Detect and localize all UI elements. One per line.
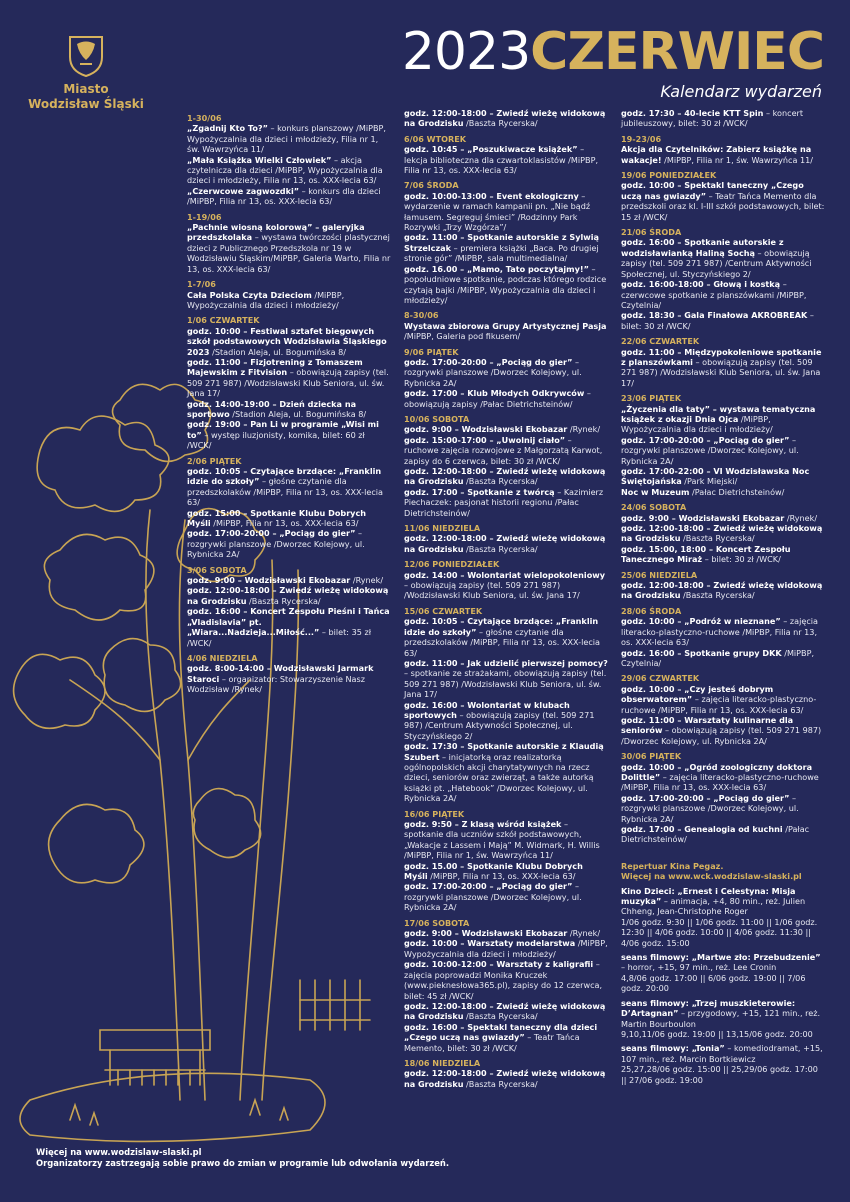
event-item xyxy=(404,435,608,466)
cinema-item xyxy=(621,1043,825,1085)
event-date: 15/06 CZWARTEK xyxy=(404,605,483,616)
event-title: godz. 9:00 – Wodzisławski Ekobazar xyxy=(404,928,568,939)
event-details: – zajęcia poprowadzi Monika Kruczek (www.pieknesłowa365.pl), zapisy do 12 czerwca, bilet: 45 zł /WCK/ xyxy=(404,959,603,1001)
event-item xyxy=(187,419,391,450)
event-title: godz. 18:30 – Gala Finałowa AKROBREAK xyxy=(621,310,808,321)
event-details: – obowiązują zapisy (tel. 509 271 987) /Wodzisławski Klub Seniora, ul. św. Jana 17/ xyxy=(187,367,389,399)
event-date: 17/06 SOBOTA xyxy=(404,917,470,928)
event-title: „Mała Książka Wielki Człowiek” xyxy=(187,154,332,165)
event-item xyxy=(621,404,825,435)
cinema-times: 25,27,28/06 godz. 15:00 || 25,29/06 godz. 17:00 || 27/06 godz. 19:00 xyxy=(621,1064,818,1085)
event-date: 4/06 NIEDZIELA xyxy=(187,652,258,663)
event-title: godz. 10:00 – Spektakl taneczny „Czego uczą nas gwiazdy” xyxy=(621,180,804,201)
event-item xyxy=(404,1001,608,1022)
event-date: 1-30/06 xyxy=(187,113,222,123)
cinema-times: 1/06 godz. 9:30 || 1/06 godz. 11:00 || 1/06 godz. 12:30 || 4/06 godz. 10:00 || 4/06 godz. 11:30 || 4/06 godz. 15:00 xyxy=(621,916,818,948)
event-details: /Baszta Rycerska/ xyxy=(680,533,755,544)
event-item xyxy=(404,928,608,938)
event-date: 2/06 PIĄTEK xyxy=(187,455,242,466)
event-title: godz. 15:00, 18:00 – Koncert Zespołu Tanecznego Miraż xyxy=(621,543,791,565)
event-date: 3/06 SOBOTA xyxy=(187,564,247,575)
event-title: godz. 15:00 – Spotkanie Klubu Dobrych Myśli xyxy=(187,507,367,529)
event-details: – popołudniowe spotkanie, podczas którego rodzice czytają bajki /MiPBP, Wypożyczalnia dla dzieci i młodzieży/ xyxy=(404,263,607,305)
event-date: 10/06 SOBOTA xyxy=(404,413,470,424)
event-item xyxy=(187,508,391,529)
event-item xyxy=(621,237,825,279)
calendar-column-2 xyxy=(404,108,608,1089)
event-date: 29/06 CZWARTEK xyxy=(621,673,700,684)
event-item xyxy=(404,658,608,700)
event-details: – lekcja biblioteczna dla czwartoklasistów /MiPBP, Filia nr 13, os. XXX-lecia 63/ xyxy=(404,144,599,176)
event-title: godz. 16:00-18:00 – Głową i kostką xyxy=(621,279,781,290)
event-title: godz. 10:00 – „Podróż w nieznane” xyxy=(621,616,781,627)
cinema-item xyxy=(621,886,825,948)
cinema-details: – komediodramat, +15, 107 min., reż. Marcin Bortkiewicz xyxy=(621,1043,823,1064)
event-item xyxy=(404,570,608,601)
event-item xyxy=(621,279,825,310)
event-item xyxy=(404,191,608,233)
cinema-title: seans filmowy: „Martwe zło: Przebudzenie” xyxy=(621,952,821,963)
event-title: Noc w Muzeum xyxy=(621,486,690,497)
event-item xyxy=(404,487,608,518)
event-details: – Teatr Tańca Memento, bilet: 30 zł /WCK/ xyxy=(404,1032,580,1053)
event-details: /Baszta Rycerska/ xyxy=(680,590,755,601)
event-date: 1-19/06 xyxy=(187,211,222,222)
event-details: – głośne czytanie dla przedszkolaków /MiPBP, Filia nr 13, os. XXX-lecia 63/ xyxy=(404,626,600,658)
coat-of-arms-icon xyxy=(67,34,105,78)
event-item xyxy=(621,435,825,466)
event-details: /Rynek/ xyxy=(567,424,601,435)
event-details: /MiPBP, Galeria pod fikusem/ xyxy=(404,331,521,342)
event-title: godz. 16.00 – „Mamo, Tato poczytajmy!” xyxy=(404,263,589,274)
event-details: /Rynek/ xyxy=(350,575,384,586)
event-details: /Baszta Rycerska/ xyxy=(246,595,321,606)
event-title: godz. 19:00 – Pan Li w programie „Wisi mi to” xyxy=(187,419,379,440)
event-item xyxy=(621,144,825,165)
event-item xyxy=(404,861,608,882)
event-item xyxy=(404,700,608,742)
event-details: – Kazimierz Piechaczek: pasjonat historii regionu /Pałac Dietrichsteinów/ xyxy=(404,486,604,518)
event-date: 30/06 PIĄTEK xyxy=(621,751,682,762)
event-title: godz. 17:30 – Spotkanie autorskie z Klaudią Szubert xyxy=(404,741,604,762)
event-title: „Pachnie wiosną kolorową” – galeryjka przedszkolaka xyxy=(187,222,365,243)
event-date: 28/06 ŚRODA xyxy=(621,605,682,616)
event-date: 22/06 CZWARTEK xyxy=(621,336,700,347)
event-details: /Stadion Aleja, ul. Bogumińska 8/ xyxy=(229,408,367,419)
event-details: /Baszta Rycerska/ xyxy=(463,543,538,554)
event-item xyxy=(404,388,608,409)
event-details: /Pałac Dietrichsteinów/ xyxy=(621,824,810,845)
event-date: 24/06 SOBOTA xyxy=(621,502,687,513)
event-title: godz. 10:05 – Czytające brzdące: „Franklin idzie do szkoły” xyxy=(404,616,599,637)
footer-disclaimer: Organizatorzy zastrzegają sobie prawo do zmian w programie lub odwołania wydarzeń. xyxy=(36,1158,450,1168)
event-details: – ruchowe zajęcia rozwojowe z Małgorzatą Karwot, zapisy do 6 czerwca, bilet: 30 zł /WCK/ xyxy=(404,434,603,466)
event-date: 12/06 PONIEDZIAŁEK xyxy=(404,559,500,570)
event-item xyxy=(404,616,608,658)
event-details: /MiPBP, Wypożyczalnia dla dzieci i młodzieży/ xyxy=(621,413,773,435)
event-details: – organizator: Stowarzyszenie Nasz Wodzisław /Rynek/ xyxy=(187,673,365,695)
event-details: – konkurs planszowy /MiPBP, Wypożyczalnia dla dzieci i młodzieży, Filia nr 1, św. Wawrzyńca 11/ xyxy=(187,123,386,155)
event-item xyxy=(621,544,825,565)
event-details: – czerwcowe spotkanie z planszówkami /MiPBP, Czytelnia/ xyxy=(621,279,807,310)
event-item xyxy=(404,938,608,959)
event-title: godz. 11:00 – Warsztaty kulinarne dla seniorów xyxy=(621,714,794,736)
event-details: /Baszta Rycerska/ xyxy=(463,118,538,129)
event-title: godz. 10:05 – Czytające brzdące: „Franklin idzie do szkoły” xyxy=(187,466,382,487)
footer-website: Więcej na www.wodzislaw-slaski.pl xyxy=(36,1147,202,1157)
event-details: – bilet: 35 zł /WCK/ xyxy=(187,627,372,648)
event-title: „Życzenia dla taty” – wystawa tematyczna książek z okazji Dnia Ojca xyxy=(621,403,816,424)
event-date: 7/06 ŚRODA xyxy=(404,180,459,191)
calendar-column-1 xyxy=(187,108,391,695)
event-item xyxy=(404,959,608,1001)
event-details: – spotkanie ze strażakami, obowiązują zapisy (tel. 509 271 987) /Wodzisławski Klub Seniora, ul. św. Jana 17/ xyxy=(404,668,607,700)
event-item xyxy=(404,466,608,487)
event-title: godz. 11:00 – Spotkanie autorskie z Sylwią Strzelczak xyxy=(404,232,599,253)
event-details: – obowiązują zapisy /Pałac Dietrichsteinów/ xyxy=(404,388,591,409)
event-details: /MiPBP, Wypożyczalnia dla dzieci i młodzieży/ xyxy=(404,938,608,959)
event-title: godz. 10:00 – „Ogród zoologiczny doktora Dolittle” xyxy=(621,761,813,782)
event-title: godz. 12:00-18:00 – Zwiedź wieżę widokową na Grodzisku xyxy=(621,580,823,601)
event-title: godz. 17:00-22:00 – VI Wodzisławska Noc Świętojańska xyxy=(621,466,810,487)
page-title xyxy=(402,22,824,82)
event-item xyxy=(404,357,608,388)
event-title: godz. 12:00-18:00 – Zwiedź wieżę widokową na Grodzisku xyxy=(404,533,606,554)
event-item xyxy=(621,523,825,544)
event-item xyxy=(404,881,608,912)
event-item xyxy=(621,347,825,389)
event-date: 1-7/06 xyxy=(187,279,216,290)
event-title: godz. 17:00-20:00 – „Pociąg do gier” xyxy=(187,528,356,539)
event-title: godz. 11:00 – Jak udzielić pierwszej pomocy? xyxy=(404,657,608,668)
event-details: – obowiązują zapisy (tel. 509 271 987) /Centrum Aktywności Społecznej, ul. Styczyńskiego 2/ xyxy=(404,709,595,741)
event-date: 25/06 NIEDZIELA xyxy=(621,569,698,580)
event-date: 9/06 PIĄTEK xyxy=(404,346,459,357)
event-title: godz. 16:00 – Wolontariat w klubach sportowych xyxy=(404,699,570,720)
event-item xyxy=(187,326,391,357)
event-item xyxy=(187,606,391,648)
event-details: /Baszta Rycerska/ xyxy=(463,1078,538,1089)
event-item xyxy=(621,180,825,222)
event-details: /Baszta Rycerska/ xyxy=(463,476,538,487)
event-details: – wystawa twórczości plastycznej dzieci z Publicznego Przedszkola nr 19 w Wodzisławiu Śląskim/MiPBP, Galeria Warto, Filia nr 13, os. XXX-lecia 63/ xyxy=(187,232,391,274)
cinema-heading-line-1: Repertuar Kina Pegaz. xyxy=(621,860,724,871)
event-title: godz. 17:00-20:00 – „Pociąg do gier” xyxy=(404,881,573,892)
event-title: „Czerwcowe zagwozdki” xyxy=(187,185,300,196)
event-details: /Park Miejski/ xyxy=(681,476,738,487)
event-title: godz. 9:00 – Wodzisławski Ekobazar xyxy=(404,424,568,435)
cinema-times: 9,10,11/06 godz. 19:00 || 13,15/06 godz. 20:00 xyxy=(621,1028,813,1039)
event-title: godz. 15.00 – Spotkanie Klubu Dobrych Myśli xyxy=(404,860,583,882)
cinema-details: – przygodowy, +15, 121 min., reż. Martin Bourboulon xyxy=(621,1008,821,1029)
event-details: – konkurs dla dzieci /MiPBP, Filia nr 13, os. XXX-lecia 63/ xyxy=(187,185,381,207)
cinema-heading xyxy=(621,861,825,882)
event-date: 6/06 WTOREK xyxy=(404,133,467,144)
event-item xyxy=(621,824,825,845)
event-item xyxy=(187,357,391,399)
event-title: godz. 17:00-20:00 – „Pociąg do gier” xyxy=(621,434,790,445)
event-item xyxy=(621,684,825,715)
event-title: godz. 17:00 – Genealogia od kuchni xyxy=(621,824,783,834)
title-year: 2023 xyxy=(401,22,531,82)
event-title: godz. 16:00 – Koncert Zespołu Pieśni i Tańca „Vladislavia” pt. „Wiara...Nadzieja...Miłość...” xyxy=(187,606,390,638)
cinema-item xyxy=(621,952,825,994)
event-title: godz. 9:00 – Wodzisławski Ekobazar xyxy=(621,512,785,523)
event-item xyxy=(621,466,825,487)
event-details: – występ iluzjonisty, komika, bilet: 60 zł /WCK/ xyxy=(187,429,365,451)
column-3-events xyxy=(621,108,825,845)
event-item xyxy=(621,487,825,497)
event-date: 8-30/06 xyxy=(404,310,439,321)
event-title: godz. 10:00-13:00 – Event ekologiczny xyxy=(404,190,579,201)
event-item xyxy=(404,232,608,263)
event-item xyxy=(404,144,608,175)
event-title: godz. 9:00 – Wodzisławski Ekobazar xyxy=(187,575,351,586)
event-title: godz. 12:00-18:00 – Zwiedź wieżę widokową na Grodzisku xyxy=(404,466,606,487)
cinema-details: – animacja, +4, 80 min., reż. Julien Chheng, Jean-Christophe Roger xyxy=(621,896,806,917)
event-details: – akcja czytelnicza dla dzieci /MiPBP, Wypożyczalnia dla dzieci i młodzieży, Filia nr 13, os. XXX-lecia 63/ xyxy=(187,154,383,186)
cinema-title: Kino Dzieci: „Ernest i Celestyna: Misja muzyka” xyxy=(621,885,796,907)
event-date: 11/06 NIEDZIELA xyxy=(404,523,481,534)
event-details: /MiPBP, Filia nr 13, os. XXX-lecia 63/ xyxy=(210,518,359,529)
event-item xyxy=(621,513,825,523)
event-date: 19/06 PONIEDZIAŁEK xyxy=(621,170,717,181)
event-details: – zajęcia literacko-plastyczno-ruchowe /MiPBP, Filia nr 13, os. XXX-lecia 63/ xyxy=(621,694,817,715)
event-title: godz. 14:00 – Wolontariat wielopokoleniowy xyxy=(404,569,606,580)
event-item xyxy=(187,290,391,311)
logo-line-1: Miasto xyxy=(63,82,109,96)
event-item xyxy=(621,580,825,601)
event-item xyxy=(621,793,825,824)
event-title: Wystawa zbiorowa Grupy Artystycznej Pasja xyxy=(404,320,607,331)
cinema-details: – horror, +15, 97 min., reż. Lee Cronin xyxy=(621,962,777,973)
event-item xyxy=(404,819,608,861)
event-date: 1/06 CZWARTEK xyxy=(187,315,260,326)
footer xyxy=(36,1147,449,1169)
event-details: – inicjatorką oraz realizatorką ogólnopolskich akcji charytatywnych na rzecz dzieci, seniorów oraz zwierząt, a także autorką książki pt. „Hatebook” /Dworzec Kolejowy, ul. Rybnicka 2A/ xyxy=(404,751,594,804)
logo-line-2: Wodzisław Śląski xyxy=(28,97,144,111)
event-item xyxy=(404,1068,608,1089)
event-details: – bilet: 30 zł /WCK/ xyxy=(702,554,781,565)
event-details: – spotkanie dla uczniów szkół podstawowych, „Wakacje z Lassem i Mają” M. Widmark, H. Willis /MiPBP, Filia nr 1, św. Wawrzyńca 11/ xyxy=(404,819,600,861)
event-item xyxy=(187,186,391,207)
event-title: godz. 12:00-18:00 – Zwiedź wieżę widokową na Grodzisku xyxy=(187,585,389,606)
city-logo xyxy=(28,34,144,112)
title-month: CZERWIEC xyxy=(530,22,824,82)
event-item xyxy=(187,399,391,420)
event-title: godz. 10:00 – Warsztaty modelarstwa xyxy=(404,938,576,949)
event-title: godz. 11:00 – Fizjotrening z Tomaszem Majewskim z Fitvision xyxy=(187,356,363,378)
event-title: godz. 16:00 – Spektakl taneczny dla dzieci „Czego uczą nas gwiazdy” xyxy=(404,1021,598,1043)
event-title: godz. 11:00 – Międzypokoleniowe spotkanie z planszówkami xyxy=(621,346,822,367)
event-details: – obowiązują zapisy (tel. 509 271 987) /Dworzec Kolejowy, ul. Rybnicka 2A/ xyxy=(621,725,822,746)
event-item xyxy=(187,155,391,186)
page-subtitle: Kalendarz wydarzeń xyxy=(660,82,822,101)
event-details: – zajęcia literacko-plastyczno-ruchowe /MiPBP, Filia nr 13, os. XXX-lecia 63/ xyxy=(621,616,819,648)
event-title: godz. 12:00-18:00 – Zwiedź wieżę widokową na Grodzisku xyxy=(404,108,606,129)
event-title: godz. 17:30 – 40-lecie KTT Spin xyxy=(621,108,764,118)
event-details: – obowiązują zapisy (tel. 509 271 987) /Wodzisławski Klub Seniora, ul. św. Jana 17/ xyxy=(404,580,580,601)
event-title: „Zgadnij Kto To?” xyxy=(187,123,268,134)
event-details: – głośne czytanie dla przedszkolaków /MiPBP, Filia nr 13, os. XXX-lecia 63/ xyxy=(187,476,383,508)
event-item xyxy=(404,264,608,306)
event-title: godz. 17:00-20:00 – „Pociąg do gier” xyxy=(404,356,573,367)
event-title: godz. 10:00 – „Czy jesteś dobrym obserwatorem” xyxy=(621,683,774,705)
event-details: – obowiązują zapisy (tel. 509 271 987) /Centrum Aktywności Społecznej, ul. Styczyńskiego 2/ xyxy=(621,247,812,279)
cinema-list xyxy=(621,886,825,1085)
event-title: godz. 17:00 – Spotkanie z twórcą xyxy=(404,486,555,497)
event-date: 19-23/06 xyxy=(621,133,662,144)
event-title: godz. 17:00-20:00 – „Pociąg do gier” xyxy=(621,792,790,803)
event-item xyxy=(404,1022,608,1053)
event-item xyxy=(404,321,608,342)
cinema-times: 4,8/06 godz. 17:00 || 6/06 godz. 19:00 || 7/06 godz. 20:00 xyxy=(621,972,806,994)
event-date: 18/06 NIEDZIELA xyxy=(404,1057,481,1068)
event-title: godz. 9:50 – Z klasą wśród książek xyxy=(404,819,562,829)
event-details: – wydarzenie w ramach kampanii pn. „Nie bądź łamusem. Segreguj śmieci” /Rodzinny Park Rozrywki „Trzy Wzgórza”/ xyxy=(404,190,591,233)
event-item xyxy=(404,741,608,803)
event-details: /Pałac Dietrichsteinów/ xyxy=(689,486,785,497)
event-title: godz. 10:00 – Festiwal sztafet biegowych szkół podstawowych Wodzisławia Śląskiego 2023 xyxy=(187,325,387,357)
event-details: – rozgrywki planszowe /Dworzec Kolejowy, ul. Rybnicka 2A/ xyxy=(621,792,799,824)
event-details: – koncert jubileuszowy, bilet: 30 zł /WCK/ xyxy=(621,108,804,129)
event-title: godz. 12:00-18:00 – Zwiedź wieżę widokową na Grodzisku xyxy=(621,523,823,544)
event-item xyxy=(621,762,825,793)
event-date: 23/06 PIĄTEK xyxy=(621,393,682,404)
event-item xyxy=(187,123,391,154)
event-title: godz. 8:00-14:00 – Wodzisławski Jarmark Staroci xyxy=(187,663,374,684)
event-title: godz. 12:00-18:00 – Zwiedź wieżę widokową na Grodzisku xyxy=(404,1068,606,1089)
event-details: – Teatr Tańca Memento dla przedszkoli oraz kl. I-III szkół podstawowych, bilet: 15 zł /WCK/ xyxy=(621,190,825,222)
event-details: – obowiązują zapisy (tel. 509 271 987) /Wodzisławski Klub Seniora, ul. św. Jana 17/ xyxy=(621,356,821,388)
event-item xyxy=(187,222,391,274)
event-item xyxy=(187,585,391,606)
event-item xyxy=(404,533,608,554)
event-details: /MiPBP, Wypożyczalnia dla dzieci i młodzieży/ xyxy=(187,289,345,310)
event-title: Cała Polska Czyta Dzieciom xyxy=(187,289,312,300)
calendar-column-3 xyxy=(621,108,825,1085)
cinema-title: seans filmowy: „Tonia” xyxy=(621,1043,725,1054)
event-item xyxy=(621,648,825,669)
event-details: /Stadion Aleja, ul. Bogumińska 8/ xyxy=(209,346,346,357)
event-details: – rozgrywki planszowe /Dworzec Kolejowy, ul. Rybnicka 2A/ xyxy=(621,434,799,466)
event-item xyxy=(187,663,391,694)
event-details: – rozgrywki planszowe /Dworzec Kolejowy, ul. Rybnicka 2A/ xyxy=(404,881,582,913)
event-title: godz. 14:00-19:00 – Dzień dziecka na sportowo xyxy=(187,398,357,419)
event-details: /Rynek/ xyxy=(567,928,601,939)
event-date: 16/06 PIĄTEK xyxy=(404,808,465,819)
event-title: godz. 12:00-18:00 – Zwiedź wieżę widokową na Grodzisku xyxy=(404,1000,606,1022)
event-title: godz. 16:00 – Spotkanie autorskie z wodzisławianką Haliną Sochą xyxy=(621,237,784,258)
event-details: /MiPBP, Filia nr 1, św. Wawrzyńca 11/ xyxy=(661,154,814,165)
event-title: godz. 16:00 – Spotkanie grupy DKK xyxy=(621,647,782,658)
event-details: – zajęcia literacko-plastyczno-ruchowe /MiPBP, Filia nr 13, os. XXX-lecia 63/ xyxy=(621,771,819,793)
event-item xyxy=(187,575,391,585)
event-date: 21/06 ŚRODA xyxy=(621,227,682,238)
event-item xyxy=(404,108,608,129)
event-item xyxy=(621,616,825,647)
event-details: /Rynek/ xyxy=(784,512,818,523)
event-details: – rozgrywki planszowe /Dworzec Kolejowy, ul. Rybnicka 2A/ xyxy=(187,528,365,560)
event-item xyxy=(621,310,825,331)
event-item xyxy=(187,528,391,559)
event-details: /MiPBP, Filia nr 13, os. XXX-lecia 63/ xyxy=(427,871,576,882)
event-details: – rozgrywki planszowe /Dworzec Kolejowy, ul. Rybnicka 2A/ xyxy=(404,356,582,388)
event-details: /MiPBP, Czytelnia/ xyxy=(621,647,815,668)
event-title: godz. 10:00-12:00 – Warsztaty z kaligrafii xyxy=(404,959,594,970)
event-title: Akcja dla Czytelników: Zabierz książkę na wakacje! xyxy=(621,144,812,165)
event-details: /Baszta Rycerska/ xyxy=(463,1011,538,1022)
cinema-heading-line-2: Więcej na www.wck.wodzislaw-slaski.pl xyxy=(621,871,802,882)
event-title: godz. 10:45 – „Poszukiwacze książek” xyxy=(404,144,578,155)
event-item xyxy=(404,424,608,434)
event-title: godz. 17:00 – Klub Młodych Odkrywców xyxy=(404,388,585,399)
event-details: – premiera książki „Baca. Po drugiej stronie gór” /MiPBP, sala multimedialna/ xyxy=(404,242,599,264)
cinema-title: seans filmowy: „Trzej muszkieterowie: D’Artagnan” xyxy=(621,997,796,1019)
event-details: – bilet: 30 zł /WCK/ xyxy=(621,310,814,331)
event-item xyxy=(621,715,825,746)
cinema-item xyxy=(621,998,825,1040)
event-title: godz. 15:00-17:00 – „Uwolnij ciało” xyxy=(404,434,566,445)
event-item xyxy=(187,466,391,508)
event-item xyxy=(621,108,825,129)
